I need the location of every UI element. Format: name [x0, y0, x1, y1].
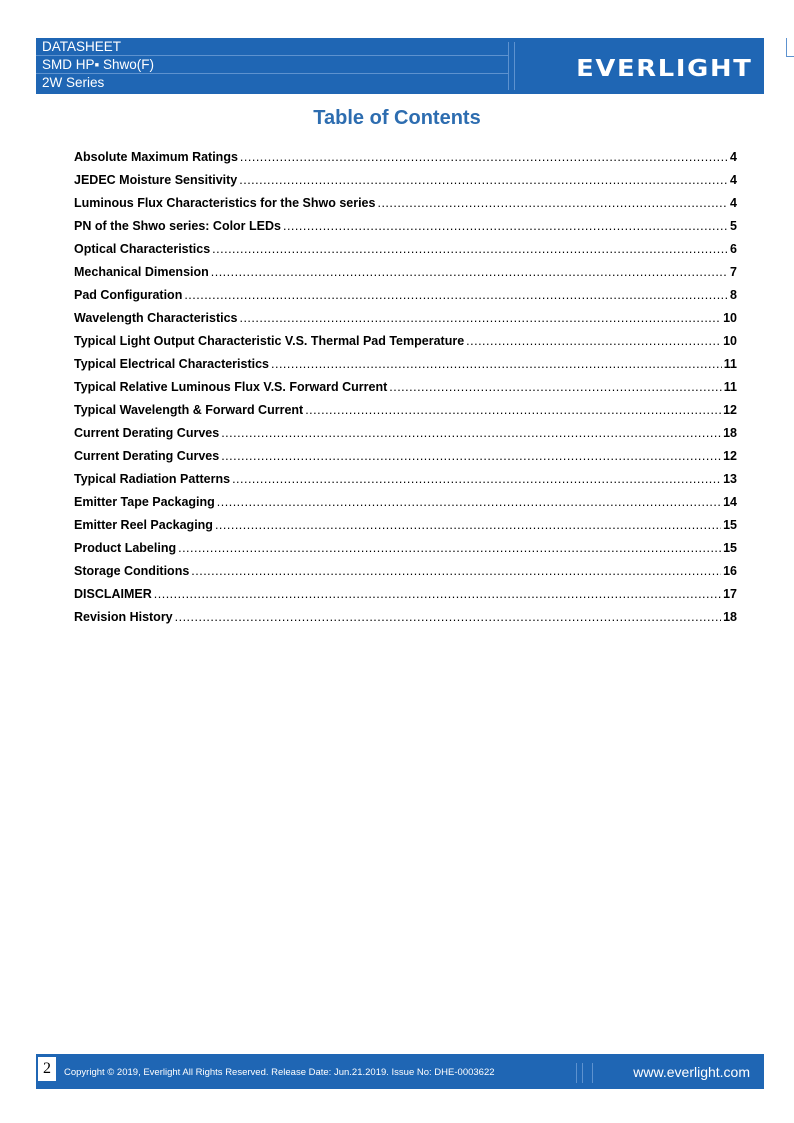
- toc-entry-label: Emitter Reel Packaging: [74, 518, 213, 532]
- toc-entry-label: Typical Wavelength & Forward Current: [74, 403, 304, 417]
- header-divider: [508, 42, 509, 90]
- toc-entry-label: Mechanical Dimension: [74, 265, 209, 279]
- toc-entry[interactable]: [74, 426, 737, 449]
- toc-entry-page: 18: [723, 426, 737, 440]
- website-link[interactable]: www.everlight.com: [633, 1064, 750, 1080]
- toc-leader-dots: [305, 403, 721, 417]
- toc-leader-dots: [240, 150, 728, 164]
- footer-divider: [576, 1063, 577, 1083]
- toc-entry[interactable]: [74, 173, 737, 196]
- toc-entry[interactable]: [74, 472, 737, 495]
- header-line-product: SMD HP▪ Shwo(F): [36, 56, 508, 74]
- header-band: [36, 38, 764, 94]
- toc-leader-dots: [271, 357, 722, 371]
- footer-divider: [582, 1063, 583, 1083]
- toc-leader-dots: [211, 265, 728, 279]
- toc-entry-page: 14: [723, 495, 737, 509]
- toc-entry[interactable]: [74, 403, 737, 426]
- toc-leader-dots: [215, 518, 721, 532]
- toc-leader-dots: [283, 219, 728, 233]
- toc-entry[interactable]: [74, 311, 737, 334]
- header-corner-mark: [786, 38, 794, 57]
- toc-entry[interactable]: [74, 150, 737, 173]
- toc-leader-dots: [232, 472, 721, 486]
- toc-entry-page: 10: [723, 311, 737, 325]
- toc-entry-label: Typical Radiation Patterns: [74, 472, 231, 486]
- everlight-logo: EVERLIGHT: [575, 56, 752, 82]
- toc-entry-label: DISCLAIMER: [74, 587, 152, 601]
- toc-entry-page: 12: [723, 403, 737, 417]
- toc-entry-page: 10: [723, 334, 737, 348]
- toc-entry-label: Typical Light Output Characteristic V.S. Thermal Pad Temperature: [74, 334, 465, 348]
- toc-entry-page: 15: [723, 518, 737, 532]
- page-title: Table of Contents: [313, 107, 481, 129]
- toc-entry-label: Absolute Maximum Ratings: [74, 150, 238, 164]
- footer-divider: [592, 1063, 593, 1083]
- toc-entry-page: 11: [723, 357, 737, 371]
- toc-entry-label: Wavelength Characteristics: [74, 311, 238, 325]
- toc-leader-dots: [154, 587, 721, 601]
- footer-band: [36, 1054, 764, 1089]
- toc-entry[interactable]: [74, 518, 737, 541]
- toc-entry-page: 16: [723, 564, 737, 578]
- toc-leader-dots: [212, 242, 728, 256]
- toc-entry-page: 6: [730, 242, 737, 256]
- toc-leader-dots: [389, 380, 722, 394]
- toc-leader-dots: [239, 311, 721, 325]
- toc-entry-label: Current Derating Curves: [74, 426, 220, 440]
- toc-entry-label: Revision History: [74, 610, 173, 624]
- toc-leader-dots: [221, 449, 721, 463]
- toc-entry-label: Emitter Tape Packaging: [74, 495, 215, 509]
- toc-entry[interactable]: [74, 288, 737, 311]
- table-of-contents: [74, 150, 737, 633]
- toc-entry-page: 4: [730, 173, 737, 187]
- toc-entry-label: Product Labeling: [74, 541, 177, 555]
- toc-entry-page: 18: [723, 610, 737, 624]
- toc-leader-dots: [221, 426, 721, 440]
- toc-entry-page: 11: [723, 380, 737, 394]
- toc-leader-dots: [466, 334, 721, 348]
- copyright-text: Copyright © 2019, Everlight All Rights Reserved. Release Date: Jun.21.2019. Issue No: DHE-0003622: [64, 1067, 495, 1078]
- toc-entry-page: 12: [723, 449, 737, 463]
- toc-entry[interactable]: [74, 587, 737, 610]
- toc-entry-label: Storage Conditions: [74, 564, 190, 578]
- toc-entry-label: Luminous Flux Characteristics for the Shwo series: [74, 196, 376, 210]
- toc-leader-dots: [239, 173, 728, 187]
- page-number: 2: [38, 1057, 56, 1081]
- toc-entry-page: 5: [730, 219, 737, 233]
- toc-entry[interactable]: [74, 541, 737, 564]
- toc-leader-dots: [175, 610, 721, 624]
- toc-entry[interactable]: [74, 265, 737, 288]
- toc-entry-page: 4: [730, 196, 737, 210]
- toc-entry-page: 17: [723, 587, 737, 601]
- toc-leader-dots: [191, 564, 721, 578]
- toc-entry[interactable]: [74, 380, 737, 403]
- toc-entry-label: JEDEC Moisture Sensitivity: [74, 173, 238, 187]
- toc-entry-label: Typical Relative Luminous Flux V.S. Forward Current: [74, 380, 388, 394]
- toc-entry-label: PN of the Shwo series: Color LEDs: [74, 219, 281, 233]
- toc-leader-dots: [217, 495, 721, 509]
- toc-entry[interactable]: [74, 334, 737, 357]
- toc-entry-label: Pad Configuration: [74, 288, 183, 302]
- header-line-doctype: DATASHEET: [36, 38, 508, 56]
- toc-entry-page: 4: [730, 150, 737, 164]
- toc-entry-label: Typical Electrical Characteristics: [74, 357, 270, 371]
- toc-entry[interactable]: [74, 449, 737, 472]
- toc-entry[interactable]: [74, 242, 737, 265]
- toc-entry-label: Current Derating Curves: [74, 449, 220, 463]
- header-lines: [36, 38, 508, 94]
- toc-entry[interactable]: [74, 357, 737, 380]
- toc-leader-dots: [178, 541, 721, 555]
- toc-entry-page: 7: [730, 265, 737, 279]
- toc-entry-page: 8: [730, 288, 737, 302]
- header-divider: [514, 42, 515, 90]
- toc-entry[interactable]: [74, 219, 737, 242]
- toc-entry-label: Optical Characteristics: [74, 242, 211, 256]
- toc-entry[interactable]: [74, 495, 737, 518]
- toc-leader-dots: [377, 196, 728, 210]
- toc-leader-dots: [184, 288, 728, 302]
- toc-entry[interactable]: [74, 564, 737, 587]
- header-line-series: 2W Series: [42, 75, 105, 90]
- toc-entry-page: 15: [723, 541, 737, 555]
- toc-entry-page: 13: [723, 472, 737, 486]
- toc-entry[interactable]: [74, 610, 737, 633]
- toc-entry[interactable]: [74, 196, 737, 219]
